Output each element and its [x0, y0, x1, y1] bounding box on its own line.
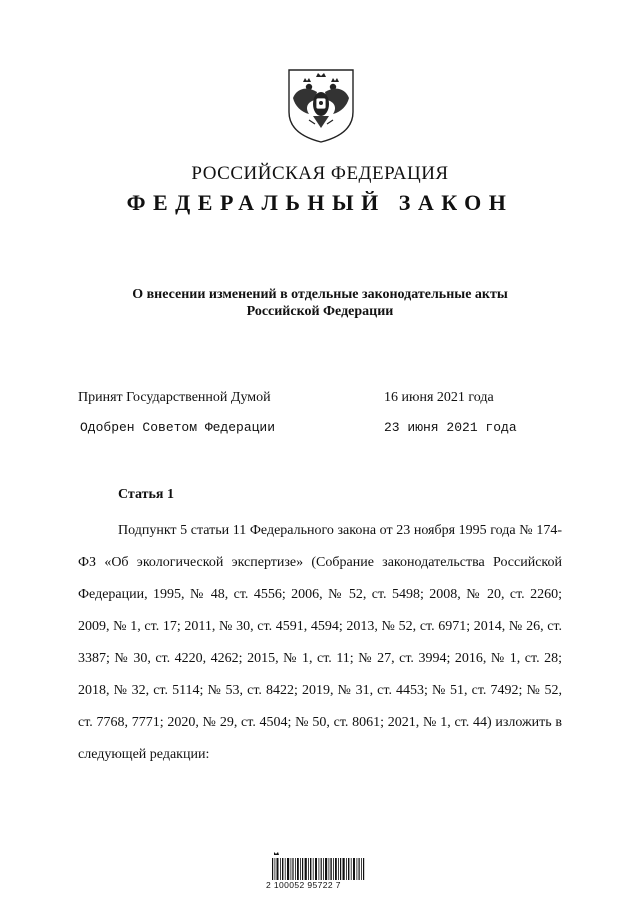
law-title-line-2: Российской Федерации [246, 304, 394, 319]
article-heading: Статья 1 [118, 487, 174, 502]
adoption-label: Одобрен Советом Федерации [80, 420, 276, 435]
law-title [0, 286, 640, 320]
article-body-text: Подпункт 5 статьи 11 Федерального закона от 23 ноября 1995 года № 174-ФЗ «Об экологической экспертизе» (Собрание законодательства Российской Федерации, 1995, № 48, ст. 4556; 2006, № 52, ст. 5498; 2008, № 20, ст. 2260; 2009, № 1, ст. 17; 2011, № 30, ст. 4591, 4594; 2013, № 52, ст. 6971; 2014, № 26, ст. 3387; № 30, ст. 4220, 4262; 2015, № 1, ст. 11; № 27, ст. 3994; 2016, № 1, ст. 28; 2018, № 32, ст. 5114; № 53, ст. 8422; 2019, № 31, ст. 4453; № 51, ст. 7492; № 52, ст. 7768, 7771; 2020, № 29, ст. 4504; № 50, ст. 8061; 2021, № 1, ст. 44) изложить в следующей редакции: [78, 523, 562, 762]
law-title-line-1: О внесении изменений в отдельные законодательные акты [132, 287, 508, 302]
adoption-label: Принят Государственной Думой [78, 390, 271, 405]
coat-of-arms-icon [287, 68, 355, 144]
adoption-date: 16 июня 2021 года [384, 390, 494, 405]
country-heading: РОССИЙСКАЯ ФЕДЕРАЦИЯ [191, 163, 449, 184]
barcode-number: 2 100052 95722 7 [266, 880, 341, 890]
adoption-date: 23 июня 2021 года [384, 420, 517, 435]
law-type-heading: ФЕДЕРАЛЬНЫЙ ЗАКОН [126, 190, 514, 215]
